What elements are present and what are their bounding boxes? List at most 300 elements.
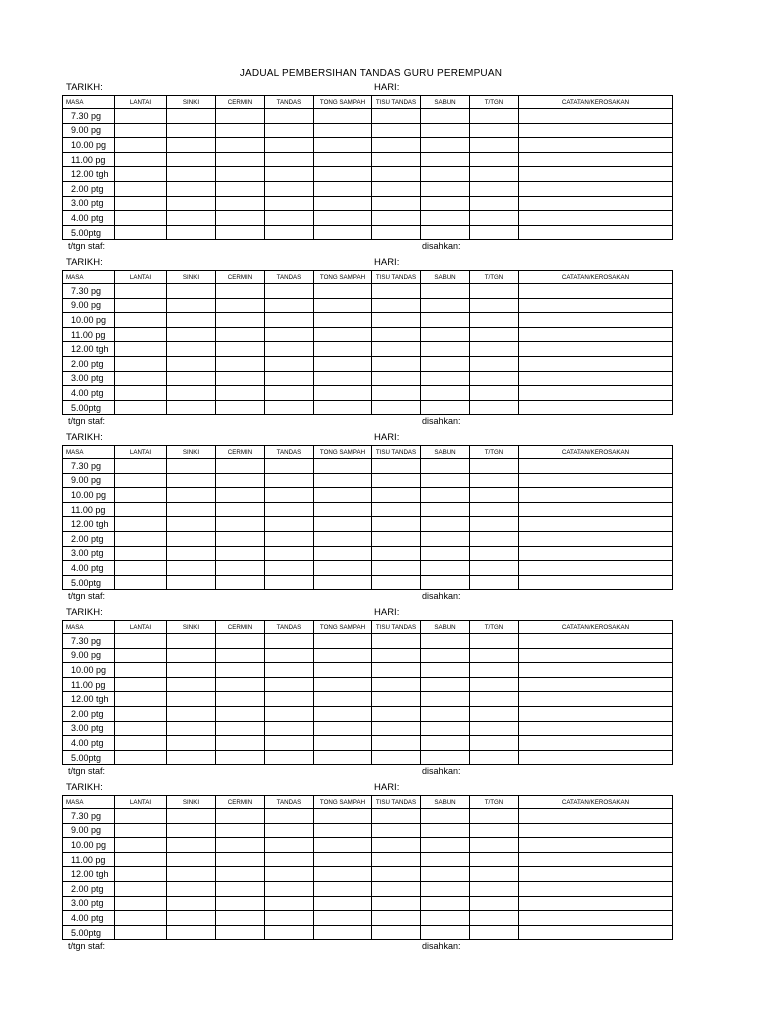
check-cell[interactable] <box>470 400 519 415</box>
check-cell[interactable] <box>421 838 470 853</box>
check-cell[interactable] <box>421 211 470 226</box>
check-cell[interactable] <box>115 911 167 926</box>
check-cell[interactable] <box>167 138 216 153</box>
check-cell[interactable] <box>372 327 421 342</box>
check-cell[interactable] <box>115 648 167 663</box>
check-cell[interactable] <box>115 356 167 371</box>
check-cell[interactable] <box>421 852 470 867</box>
check-cell[interactable] <box>115 663 167 678</box>
check-cell[interactable] <box>265 531 314 546</box>
check-cell[interactable] <box>216 692 265 707</box>
check-cell[interactable] <box>372 663 421 678</box>
check-cell[interactable] <box>265 313 314 328</box>
check-cell[interactable] <box>372 531 421 546</box>
check-cell[interactable] <box>519 634 673 649</box>
check-cell[interactable] <box>167 750 216 765</box>
check-cell[interactable] <box>372 298 421 313</box>
check-cell[interactable] <box>421 400 470 415</box>
check-cell[interactable] <box>519 823 673 838</box>
check-cell[interactable] <box>115 517 167 532</box>
check-cell[interactable] <box>519 838 673 853</box>
check-cell[interactable] <box>314 531 372 546</box>
check-cell[interactable] <box>470 561 519 576</box>
check-cell[interactable] <box>314 342 372 357</box>
check-cell[interactable] <box>216 488 265 503</box>
check-cell[interactable] <box>470 152 519 167</box>
check-cell[interactable] <box>372 473 421 488</box>
check-cell[interactable] <box>265 459 314 474</box>
check-cell[interactable] <box>115 809 167 824</box>
check-cell[interactable] <box>470 838 519 853</box>
check-cell[interactable] <box>421 109 470 124</box>
check-cell[interactable] <box>167 400 216 415</box>
check-cell[interactable] <box>265 181 314 196</box>
check-cell[interactable] <box>470 692 519 707</box>
check-cell[interactable] <box>372 167 421 182</box>
check-cell[interactable] <box>167 196 216 211</box>
check-cell[interactable] <box>421 896 470 911</box>
check-cell[interactable] <box>314 109 372 124</box>
check-cell[interactable] <box>167 181 216 196</box>
check-cell[interactable] <box>265 298 314 313</box>
check-cell[interactable] <box>216 706 265 721</box>
check-cell[interactable] <box>372 181 421 196</box>
check-cell[interactable] <box>421 663 470 678</box>
check-cell[interactable] <box>265 852 314 867</box>
check-cell[interactable] <box>470 867 519 882</box>
check-cell[interactable] <box>115 721 167 736</box>
check-cell[interactable] <box>167 881 216 896</box>
check-cell[interactable] <box>216 211 265 226</box>
check-cell[interactable] <box>115 706 167 721</box>
check-cell[interactable] <box>115 386 167 401</box>
check-cell[interactable] <box>265 386 314 401</box>
check-cell[interactable] <box>372 867 421 882</box>
check-cell[interactable] <box>314 911 372 926</box>
check-cell[interactable] <box>519 488 673 503</box>
check-cell[interactable] <box>372 502 421 517</box>
check-cell[interactable] <box>470 852 519 867</box>
check-cell[interactable] <box>421 867 470 882</box>
check-cell[interactable] <box>519 196 673 211</box>
check-cell[interactable] <box>216 677 265 692</box>
check-cell[interactable] <box>519 138 673 153</box>
check-cell[interactable] <box>167 867 216 882</box>
check-cell[interactable] <box>265 911 314 926</box>
check-cell[interactable] <box>470 313 519 328</box>
check-cell[interactable] <box>216 459 265 474</box>
check-cell[interactable] <box>314 459 372 474</box>
check-cell[interactable] <box>265 167 314 182</box>
check-cell[interactable] <box>372 925 421 940</box>
check-cell[interactable] <box>265 211 314 226</box>
check-cell[interactable] <box>421 634 470 649</box>
check-cell[interactable] <box>115 123 167 138</box>
check-cell[interactable] <box>115 284 167 299</box>
check-cell[interactable] <box>167 356 216 371</box>
check-cell[interactable] <box>372 459 421 474</box>
check-cell[interactable] <box>372 692 421 707</box>
check-cell[interactable] <box>314 648 372 663</box>
check-cell[interactable] <box>216 502 265 517</box>
check-cell[interactable] <box>421 823 470 838</box>
check-cell[interactable] <box>470 531 519 546</box>
check-cell[interactable] <box>519 459 673 474</box>
check-cell[interactable] <box>115 196 167 211</box>
check-cell[interactable] <box>470 167 519 182</box>
check-cell[interactable] <box>167 852 216 867</box>
check-cell[interactable] <box>421 925 470 940</box>
check-cell[interactable] <box>265 809 314 824</box>
check-cell[interactable] <box>519 721 673 736</box>
check-cell[interactable] <box>519 473 673 488</box>
check-cell[interactable] <box>372 634 421 649</box>
check-cell[interactable] <box>167 736 216 751</box>
check-cell[interactable] <box>470 196 519 211</box>
check-cell[interactable] <box>265 575 314 590</box>
check-cell[interactable] <box>470 648 519 663</box>
check-cell[interactable] <box>421 371 470 386</box>
check-cell[interactable] <box>314 400 372 415</box>
check-cell[interactable] <box>167 371 216 386</box>
check-cell[interactable] <box>167 342 216 357</box>
check-cell[interactable] <box>167 152 216 167</box>
check-cell[interactable] <box>314 488 372 503</box>
check-cell[interactable] <box>167 692 216 707</box>
check-cell[interactable] <box>115 838 167 853</box>
check-cell[interactable] <box>314 823 372 838</box>
check-cell[interactable] <box>314 181 372 196</box>
check-cell[interactable] <box>167 896 216 911</box>
check-cell[interactable] <box>519 342 673 357</box>
check-cell[interactable] <box>314 327 372 342</box>
check-cell[interactable] <box>314 196 372 211</box>
check-cell[interactable] <box>167 634 216 649</box>
check-cell[interactable] <box>519 327 673 342</box>
check-cell[interactable] <box>265 896 314 911</box>
check-cell[interactable] <box>216 896 265 911</box>
check-cell[interactable] <box>421 313 470 328</box>
check-cell[interactable] <box>421 342 470 357</box>
check-cell[interactable] <box>519 911 673 926</box>
check-cell[interactable] <box>167 561 216 576</box>
check-cell[interactable] <box>167 546 216 561</box>
check-cell[interactable] <box>216 298 265 313</box>
check-cell[interactable] <box>167 225 216 240</box>
check-cell[interactable] <box>470 327 519 342</box>
check-cell[interactable] <box>470 706 519 721</box>
check-cell[interactable] <box>265 473 314 488</box>
check-cell[interactable] <box>216 663 265 678</box>
check-cell[interactable] <box>167 167 216 182</box>
check-cell[interactable] <box>314 575 372 590</box>
check-cell[interactable] <box>372 225 421 240</box>
check-cell[interactable] <box>115 852 167 867</box>
check-cell[interactable] <box>265 327 314 342</box>
check-cell[interactable] <box>519 575 673 590</box>
check-cell[interactable] <box>265 138 314 153</box>
check-cell[interactable] <box>470 750 519 765</box>
check-cell[interactable] <box>519 677 673 692</box>
check-cell[interactable] <box>167 575 216 590</box>
check-cell[interactable] <box>216 648 265 663</box>
check-cell[interactable] <box>470 546 519 561</box>
check-cell[interactable] <box>314 298 372 313</box>
check-cell[interactable] <box>115 750 167 765</box>
check-cell[interactable] <box>519 123 673 138</box>
check-cell[interactable] <box>216 925 265 940</box>
check-cell[interactable] <box>470 721 519 736</box>
check-cell[interactable] <box>216 517 265 532</box>
check-cell[interactable] <box>265 400 314 415</box>
check-cell[interactable] <box>372 721 421 736</box>
check-cell[interactable] <box>372 823 421 838</box>
check-cell[interactable] <box>216 721 265 736</box>
check-cell[interactable] <box>519 881 673 896</box>
check-cell[interactable] <box>216 809 265 824</box>
check-cell[interactable] <box>115 313 167 328</box>
check-cell[interactable] <box>115 473 167 488</box>
check-cell[interactable] <box>167 123 216 138</box>
check-cell[interactable] <box>519 648 673 663</box>
check-cell[interactable] <box>519 809 673 824</box>
check-cell[interactable] <box>265 109 314 124</box>
check-cell[interactable] <box>372 400 421 415</box>
check-cell[interactable] <box>265 488 314 503</box>
check-cell[interactable] <box>470 517 519 532</box>
check-cell[interactable] <box>167 502 216 517</box>
check-cell[interactable] <box>519 663 673 678</box>
check-cell[interactable] <box>470 473 519 488</box>
check-cell[interactable] <box>470 911 519 926</box>
check-cell[interactable] <box>372 575 421 590</box>
check-cell[interactable] <box>314 925 372 940</box>
check-cell[interactable] <box>372 211 421 226</box>
check-cell[interactable] <box>314 721 372 736</box>
check-cell[interactable] <box>519 517 673 532</box>
check-cell[interactable] <box>421 881 470 896</box>
check-cell[interactable] <box>216 123 265 138</box>
check-cell[interactable] <box>167 838 216 853</box>
check-cell[interactable] <box>470 225 519 240</box>
check-cell[interactable] <box>372 838 421 853</box>
check-cell[interactable] <box>115 225 167 240</box>
check-cell[interactable] <box>470 925 519 940</box>
check-cell[interactable] <box>314 356 372 371</box>
check-cell[interactable] <box>421 386 470 401</box>
check-cell[interactable] <box>167 211 216 226</box>
check-cell[interactable] <box>265 692 314 707</box>
check-cell[interactable] <box>372 313 421 328</box>
check-cell[interactable] <box>470 356 519 371</box>
check-cell[interactable] <box>372 386 421 401</box>
check-cell[interactable] <box>216 881 265 896</box>
check-cell[interactable] <box>421 911 470 926</box>
check-cell[interactable] <box>115 152 167 167</box>
check-cell[interactable] <box>167 386 216 401</box>
check-cell[interactable] <box>167 517 216 532</box>
check-cell[interactable] <box>519 225 673 240</box>
check-cell[interactable] <box>216 225 265 240</box>
check-cell[interactable] <box>372 356 421 371</box>
check-cell[interactable] <box>115 531 167 546</box>
check-cell[interactable] <box>421 196 470 211</box>
check-cell[interactable] <box>265 867 314 882</box>
check-cell[interactable] <box>314 750 372 765</box>
check-cell[interactable] <box>470 138 519 153</box>
check-cell[interactable] <box>372 809 421 824</box>
check-cell[interactable] <box>421 721 470 736</box>
check-cell[interactable] <box>115 488 167 503</box>
check-cell[interactable] <box>115 575 167 590</box>
check-cell[interactable] <box>519 867 673 882</box>
check-cell[interactable] <box>314 881 372 896</box>
check-cell[interactable] <box>421 152 470 167</box>
check-cell[interactable] <box>372 677 421 692</box>
check-cell[interactable] <box>519 211 673 226</box>
check-cell[interactable] <box>372 896 421 911</box>
check-cell[interactable] <box>421 736 470 751</box>
check-cell[interactable] <box>115 181 167 196</box>
check-cell[interactable] <box>519 852 673 867</box>
check-cell[interactable] <box>421 225 470 240</box>
check-cell[interactable] <box>265 342 314 357</box>
check-cell[interactable] <box>421 750 470 765</box>
check-cell[interactable] <box>265 152 314 167</box>
check-cell[interactable] <box>216 736 265 751</box>
check-cell[interactable] <box>314 152 372 167</box>
check-cell[interactable] <box>470 488 519 503</box>
check-cell[interactable] <box>314 677 372 692</box>
check-cell[interactable] <box>115 109 167 124</box>
check-cell[interactable] <box>421 692 470 707</box>
check-cell[interactable] <box>519 750 673 765</box>
check-cell[interactable] <box>314 386 372 401</box>
check-cell[interactable] <box>470 736 519 751</box>
check-cell[interactable] <box>470 502 519 517</box>
check-cell[interactable] <box>167 809 216 824</box>
check-cell[interactable] <box>314 225 372 240</box>
check-cell[interactable] <box>167 284 216 299</box>
check-cell[interactable] <box>421 648 470 663</box>
check-cell[interactable] <box>115 342 167 357</box>
check-cell[interactable] <box>421 517 470 532</box>
check-cell[interactable] <box>421 181 470 196</box>
check-cell[interactable] <box>372 109 421 124</box>
check-cell[interactable] <box>167 663 216 678</box>
check-cell[interactable] <box>216 546 265 561</box>
check-cell[interactable] <box>372 138 421 153</box>
check-cell[interactable] <box>519 561 673 576</box>
check-cell[interactable] <box>216 575 265 590</box>
check-cell[interactable] <box>265 123 314 138</box>
check-cell[interactable] <box>470 634 519 649</box>
check-cell[interactable] <box>115 677 167 692</box>
check-cell[interactable] <box>372 517 421 532</box>
check-cell[interactable] <box>372 342 421 357</box>
check-cell[interactable] <box>470 284 519 299</box>
check-cell[interactable] <box>314 663 372 678</box>
check-cell[interactable] <box>519 386 673 401</box>
check-cell[interactable] <box>470 211 519 226</box>
check-cell[interactable] <box>372 561 421 576</box>
check-cell[interactable] <box>372 706 421 721</box>
check-cell[interactable] <box>265 706 314 721</box>
check-cell[interactable] <box>216 342 265 357</box>
check-cell[interactable] <box>167 531 216 546</box>
check-cell[interactable] <box>421 502 470 517</box>
check-cell[interactable] <box>314 123 372 138</box>
check-cell[interactable] <box>115 502 167 517</box>
check-cell[interactable] <box>216 167 265 182</box>
check-cell[interactable] <box>265 561 314 576</box>
check-cell[interactable] <box>167 823 216 838</box>
check-cell[interactable] <box>519 546 673 561</box>
check-cell[interactable] <box>470 896 519 911</box>
check-cell[interactable] <box>519 531 673 546</box>
check-cell[interactable] <box>421 546 470 561</box>
check-cell[interactable] <box>372 736 421 751</box>
check-cell[interactable] <box>265 196 314 211</box>
check-cell[interactable] <box>314 634 372 649</box>
check-cell[interactable] <box>265 284 314 299</box>
check-cell[interactable] <box>216 531 265 546</box>
check-cell[interactable] <box>216 138 265 153</box>
check-cell[interactable] <box>216 634 265 649</box>
check-cell[interactable] <box>470 663 519 678</box>
check-cell[interactable] <box>216 838 265 853</box>
check-cell[interactable] <box>167 473 216 488</box>
check-cell[interactable] <box>314 211 372 226</box>
check-cell[interactable] <box>372 123 421 138</box>
check-cell[interactable] <box>519 692 673 707</box>
check-cell[interactable] <box>216 823 265 838</box>
check-cell[interactable] <box>421 138 470 153</box>
check-cell[interactable] <box>421 531 470 546</box>
check-cell[interactable] <box>265 371 314 386</box>
check-cell[interactable] <box>216 181 265 196</box>
check-cell[interactable] <box>216 852 265 867</box>
check-cell[interactable] <box>519 502 673 517</box>
check-cell[interactable] <box>216 152 265 167</box>
check-cell[interactable] <box>314 502 372 517</box>
check-cell[interactable] <box>265 502 314 517</box>
check-cell[interactable] <box>115 881 167 896</box>
check-cell[interactable] <box>519 896 673 911</box>
check-cell[interactable] <box>115 211 167 226</box>
check-cell[interactable] <box>216 750 265 765</box>
check-cell[interactable] <box>314 809 372 824</box>
check-cell[interactable] <box>421 809 470 824</box>
check-cell[interactable] <box>265 750 314 765</box>
check-cell[interactable] <box>314 736 372 751</box>
check-cell[interactable] <box>421 575 470 590</box>
check-cell[interactable] <box>470 371 519 386</box>
check-cell[interactable] <box>115 167 167 182</box>
check-cell[interactable] <box>519 298 673 313</box>
check-cell[interactable] <box>372 152 421 167</box>
check-cell[interactable] <box>265 663 314 678</box>
check-cell[interactable] <box>167 648 216 663</box>
check-cell[interactable] <box>372 881 421 896</box>
check-cell[interactable] <box>115 692 167 707</box>
check-cell[interactable] <box>519 736 673 751</box>
check-cell[interactable] <box>167 109 216 124</box>
check-cell[interactable] <box>115 400 167 415</box>
check-cell[interactable] <box>167 459 216 474</box>
check-cell[interactable] <box>470 298 519 313</box>
check-cell[interactable] <box>519 152 673 167</box>
